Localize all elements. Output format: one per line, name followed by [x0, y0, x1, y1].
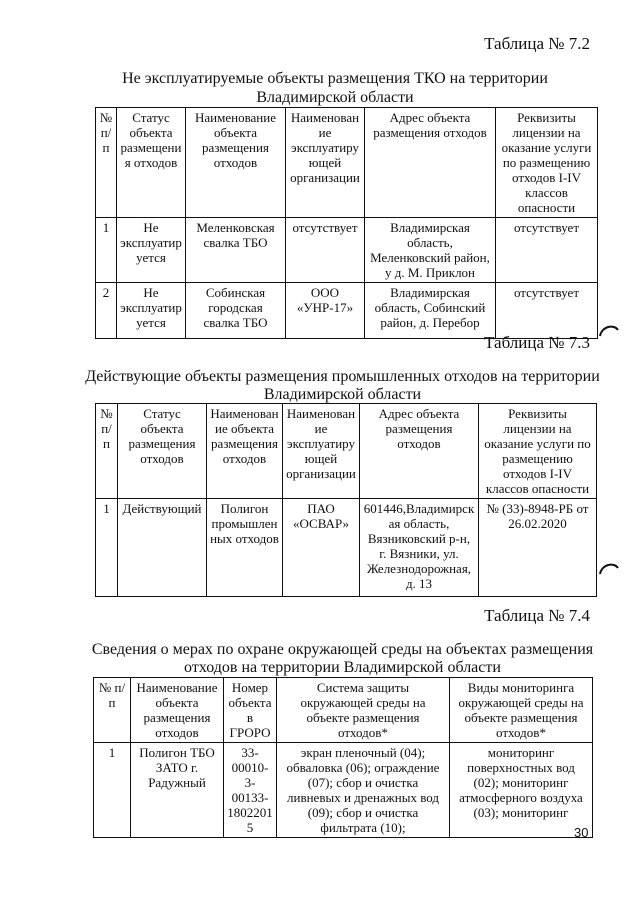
table-label: Таблица № 7.2	[484, 34, 590, 53]
table-cell: мониторинг поверхностных вод (02); мониторинг атмосферного воздуха (03); мониторинг	[450, 743, 593, 838]
table-cell: 1	[94, 743, 131, 838]
table-cell: Полигон промышленных отходов	[207, 499, 283, 597]
page-number: 30	[574, 825, 589, 840]
table-row	[96, 283, 598, 339]
table-title: Сведения о мерах по охране окружающей среды на объектах размещения	[91, 641, 594, 658]
scan-mark-icon	[598, 560, 620, 576]
table-title: Действующие объекты размещения промышленных отходов на территории	[85, 368, 600, 385]
table-cell: Владимирская область, Меленковский район, у д. М. Приклон	[365, 218, 496, 283]
table-cell: 1	[96, 499, 118, 597]
table-cell: экран пленочный (04); обваловка (06); ограждение (07); сбор и очистка ливневых и дренажных вод (09); сбор и очистка фильтрата (10);	[277, 743, 450, 838]
table-cell: 601446,Владимирская область, Вязниковский р-н, г. Вязники, ул. Железнодорожная, д. 13	[360, 499, 479, 597]
table-cell: Полигон ТБО ЗАТО г. Радужный	[131, 743, 224, 838]
header-cell: № п/п	[94, 678, 131, 743]
header-cell: Номер объекта в ГРОРО	[224, 678, 277, 743]
table-cell: отсутствует	[496, 283, 598, 339]
table-label: Таблица № 7.3	[484, 333, 590, 352]
table-title: Не эксплуатируемые объекты размещения ТКО на территории	[122, 70, 548, 87]
table-cell: Не эксплуатируется	[117, 283, 186, 339]
table-cell: № (33)-8948-РБ от 26.02.2020	[479, 499, 597, 597]
header-cell: № п/п	[96, 108, 117, 218]
header-cell: № п/п	[96, 404, 118, 499]
table-row	[96, 499, 597, 597]
table-cell: ООО «УНР-17»	[286, 283, 365, 339]
header-cell: Наименование эксплуатирующей организации	[283, 404, 360, 499]
table-7-4	[93, 677, 593, 838]
table-title: Владимирской области	[263, 386, 422, 403]
header-cell: Адрес объекта размещения отходов	[360, 404, 479, 499]
table-title: Владимирской области	[256, 89, 414, 106]
table-cell: 2	[96, 283, 117, 339]
header-cell: Наименование эксплуатирующей организации	[286, 108, 365, 218]
header-cell: Реквизиты лицензии на оказание услуги по размещению отходов I-IV классов опасности	[479, 404, 597, 499]
table-label: Таблица № 7.4	[484, 606, 590, 625]
header-cell: Виды мониторинга окружающей среды на объекте размещения отходов*	[450, 678, 593, 743]
table-cell: 1	[96, 218, 117, 283]
table-cell: Владимирская область, Собинский район, д. Перебор	[365, 283, 496, 339]
header-cell: Статус объекта размещения отходов	[117, 108, 186, 218]
table-title: отходов на территории Владимирской области	[184, 659, 501, 676]
scan-mark-icon	[598, 322, 620, 338]
table-cell: ПАО «ОСВАР»	[283, 499, 360, 597]
table-cell: Меленковская свалка ТБО	[186, 218, 286, 283]
table-cell: Не эксплуатируется	[117, 218, 186, 283]
table-row	[94, 743, 593, 838]
header-cell: Наименование объекта размещения отходов	[207, 404, 283, 499]
header-cell: Адрес объекта размещения отходов	[365, 108, 496, 218]
table-cell: 33-00010-3-00133-1802201 5	[224, 743, 277, 838]
table-7-3	[95, 403, 597, 597]
table-cell: отсутствует	[496, 218, 598, 283]
header-cell: Статус объекта размещения отходов	[118, 404, 207, 499]
header-cell: Наименование объекта размещения отходов	[186, 108, 286, 218]
table-7-2	[95, 107, 598, 339]
header-cell: Система защиты окружающей среды на объекте размещения отходов*	[277, 678, 450, 743]
table-cell: отсутствует	[286, 218, 365, 283]
header-cell: Наименование объекта размещения отходов	[131, 678, 224, 743]
table-row	[96, 218, 598, 283]
table-cell: Действующий	[118, 499, 207, 597]
header-cell: Реквизиты лицензии на оказание услуги по размещению отходов I-IV классов опасности	[496, 108, 598, 218]
table-cell: Собинская городская свалка ТБО	[186, 283, 286, 339]
